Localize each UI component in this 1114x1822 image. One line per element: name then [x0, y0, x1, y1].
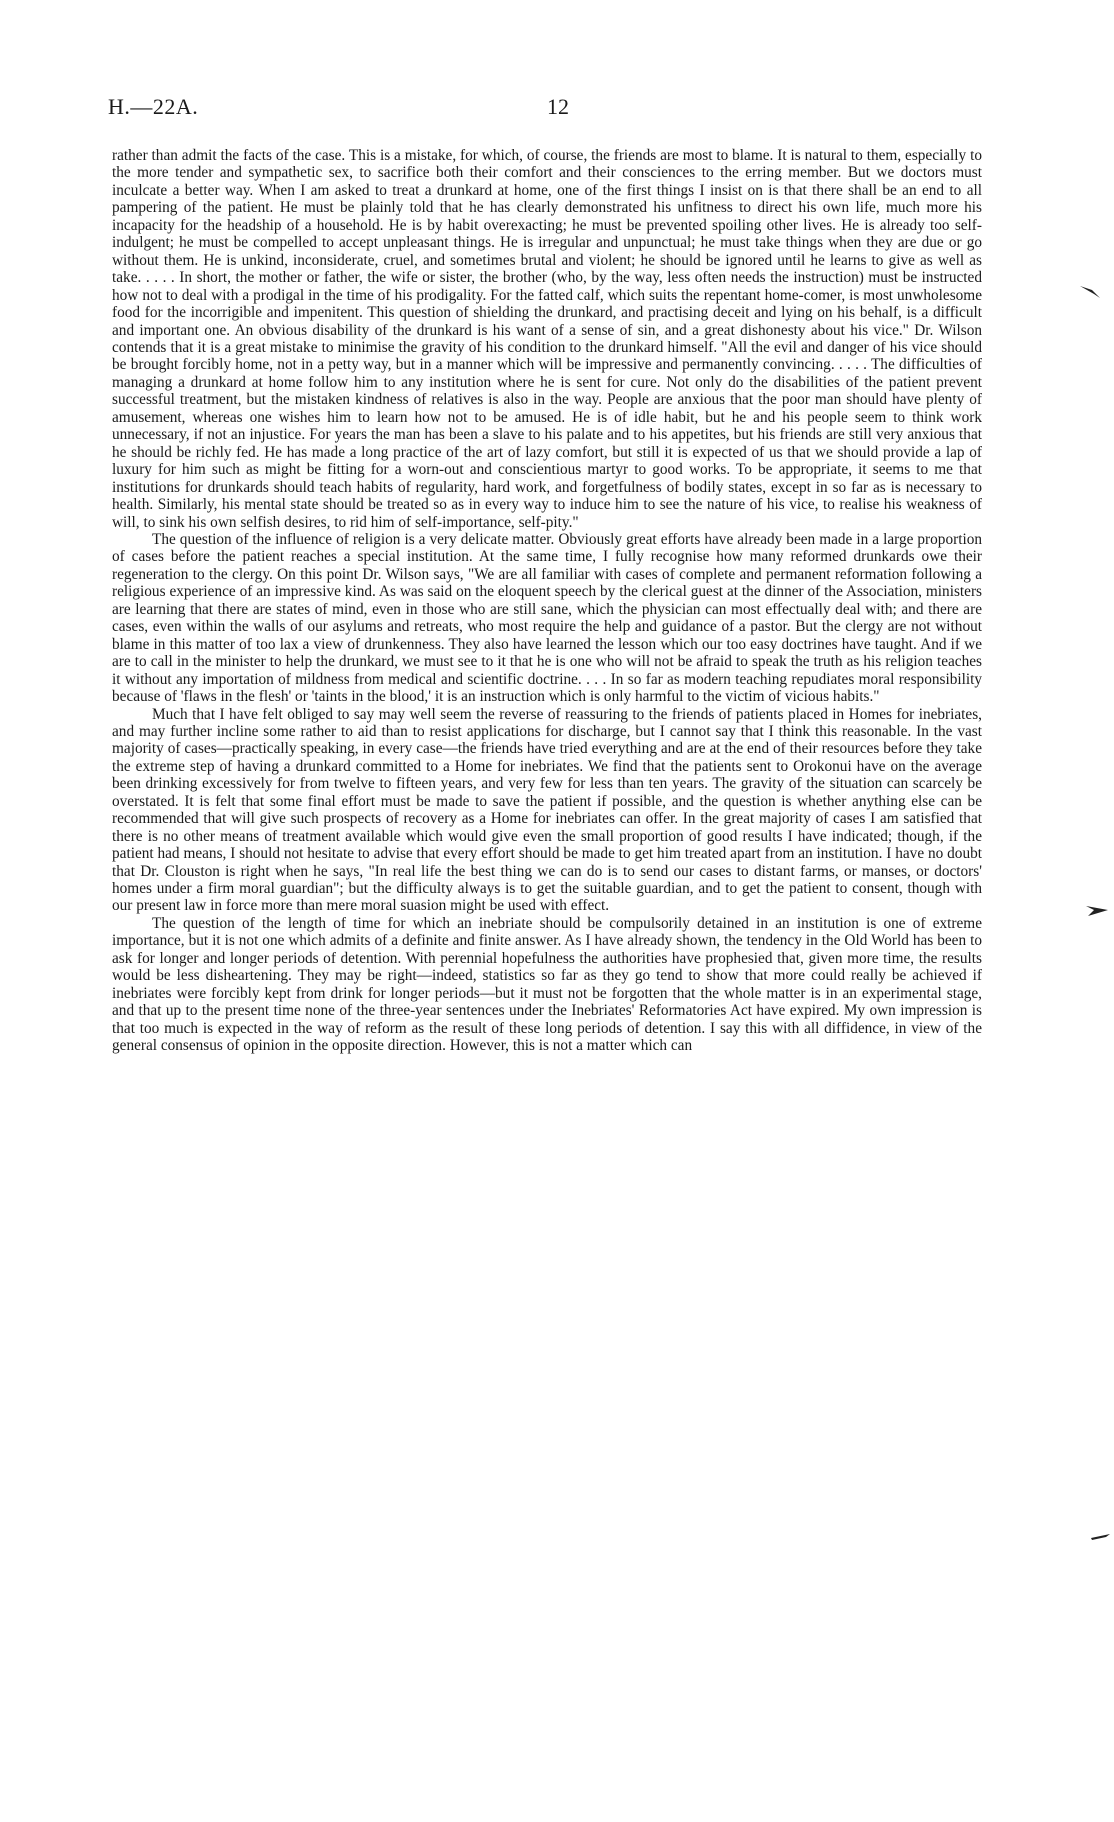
margin-mark — [1090, 1532, 1114, 1544]
paragraph-friends-of-patients: Much that I have felt obliged to say may well seem the reverse of reassuring to the friends of patients placed in Homes for inebriates, and may further incline some rather to aid than to resist applications for discharge, but I cannot say that I think this reasonable. In the vast majority of cases—practically speaking, in every case—the friends have tried everything and are at the end of their resources before they take the extreme step of having a drunkard committed to a Home for inebriates. We find that the patients sent to Orokonui have on the average been drinking excessively for from twelve to fifteen years, and very few for less than ten years. The gravity of the situation can scarcely be overstated. It is felt that some final effort must be made to save the patient if possible, and the question is whether anything else can be recommended that will give such prospects of recovery as a Home for inebriates can offer. In the great majority of cases I am satisfied that there is no other means of treatment available which would give even the small proportion of good results I have indicated; though, if the patient had means, I should not hesitate to advise that every effort should be made to get him treated apart from an institution. I have no doubt that Dr. Clouston is right when he says, "In real life the best thing we can do is to send our cases to distant farms, or manses, or doctors' homes under a firm moral guardian"; but the difficulty always is to get the suitable guardian, and to get the patient to consent, though with our present law in force more than mere moral suasion might be used with effect. — [112, 705, 982, 915]
parliamentary-paper-reference: H.—22A. — [108, 94, 199, 119]
paragraph-continuation: rather than admit the facts of the case. This is a mistake, for which, of course, the friends are most to blame. It is natural to them, especially to the more tender and sympathetic sex, to sacrifice both their comfort and their consciences to the erring member. But we doctors must inculcate a better way. When I am asked to treat a drunkard at home, one of the first things I insist on is that there shall be an end to all pampering of the patient. He must be plainly told that he has clearly demonstrated his unfitness to direct his own life, much more his incapacity for the headship of a household. He is by habit overexacting; he must be prevented spoiling other lives. He is already too self-indulgent; he must be compelled to accept unpleasant things. He is irregular and unpunctual; he must take things when they are due or go without them. He is unkind, inconsiderate, cruel, and sometimes brutal and violent; he should be ignored until he learns to give as well as take. . . . . In short, the mother or father, the wife or sister, the brother (who, by the way, less often needs the instruction) must be instructed how not to deal with a prodigal in the time of his prodigality. For the fatted calf, which suits the repentant home-comer, is most unwholesome food for the incorrigible and impenitent. This question of shielding the drunkard, and practising deceit and lying on his behalf, is a difficult and important one. An obvious disability of the drunkard is his want of a sense of sin, and a great dishonesty about his vice." Dr. Wilson contends that it is a great mistake to minimise the gravity of his condition to the drunkard himself. "All the evil and danger of his vice should be brought forcibly home, not in a petty way, but in a manner which will be impressive and permanently convincing. . . . . The difficulties of managing a drunkard at home follow him to any institution where he is sent for cure. Not only do the disabilities of the patient prevent successful treatment, but the mistaken kindness of relatives is also in the way. People are anxious that the poor man should have plenty of amusement, whereas one wishes him to learn how not to be amused. He is of idle habit, but he and his people seem to think work unnecessary, if not an injustice. For years the man has been a slave to his palate and to his appetites, but his friends are still very anxious that he should be richly fed. He has made a long practice of the art of lazy comfort, but still it is expected of us that we should provide a lap of luxury for him such as might be fitting for a worn-out and conscientious martyr to good works. To be appropriate, it seems to me that institutions for drunkards should teach habits of regularity, hard work, and forgetfulness of bodily states, except in so far as is necessary to health. Similarly, his mental state should be treated so as in every way to induce him to see the nature of his vice, to realise his weakness of will, to sink his own selfish desires, to rid him of self-importance, self-pity." — [112, 147, 982, 531]
margin-mark — [1084, 904, 1112, 916]
body-text — [112, 147, 982, 1055]
margin-mark — [1078, 282, 1106, 294]
paragraph-length-of-detention: The question of the length of time for which an inebriate should be compulsorily detained in an institution is one of extreme importance, but it is not one which admits of a definite and finite answer. As I have already shown, the tendency in the Old World has been to ask for longer and longer periods of detention. With perennial hopefulness the authorities have prophesied that, given more time, the results would be less disheartening. They may be right—indeed, statistics so far as they go tend to show that more could really be achieved if inebriates were forcibly kept from drink for longer periods—but it must not be forgotten that the whole matter is in an experimental stage, and that up to the present time none of the three-year sentences under the Inebriates' Reformatories Act have expired. My own impression is that too much is expected in the way of reform as the result of these long periods of detention. I say this with all diffidence, in view of the general consensus of opinion in the opposite direction. However, this is not a matter which can — [112, 914, 982, 1055]
page-header — [108, 94, 1006, 128]
paragraph-religion: The question of the influence of religion is a very delicate matter. Obviously great efforts have already been made in a large proportion of cases before the patient reaches a special institution. At the same time, I fully recognise how many reformed drunkards owe their regeneration to the clergy. On this point Dr. Wilson says, "We are all familiar with cases of complete and permanent reformation following a religious experience of an impressive kind. As was said on the eloquent speech by the clerical guest at the dinner of the Association, ministers are learning that there are states of mind, even in those who are still sane, which the physician can most effectually deal with; and there are cases, even within the walls of our asylums and retreats, who most require the help and guidance of a pastor. But the clergy are not without blame in this matter of too lax a view of drunkenness. They also have learned the lesson which our too easy doctrines have taught. And if we are to call in the minister to help the drunkard, we must see to it that he is one who will not be afraid to speak the truth as his religion teaches it without any importation of mildness from medical and scientific doctrine. . . . In so far as modern teaching repudiates moral responsibility because of 'flaws in the flesh' or 'taints in the blood,' it is an instruction which is only harmful to the victim of vicious habits." — [112, 530, 982, 706]
page-number: 12 — [547, 94, 569, 119]
